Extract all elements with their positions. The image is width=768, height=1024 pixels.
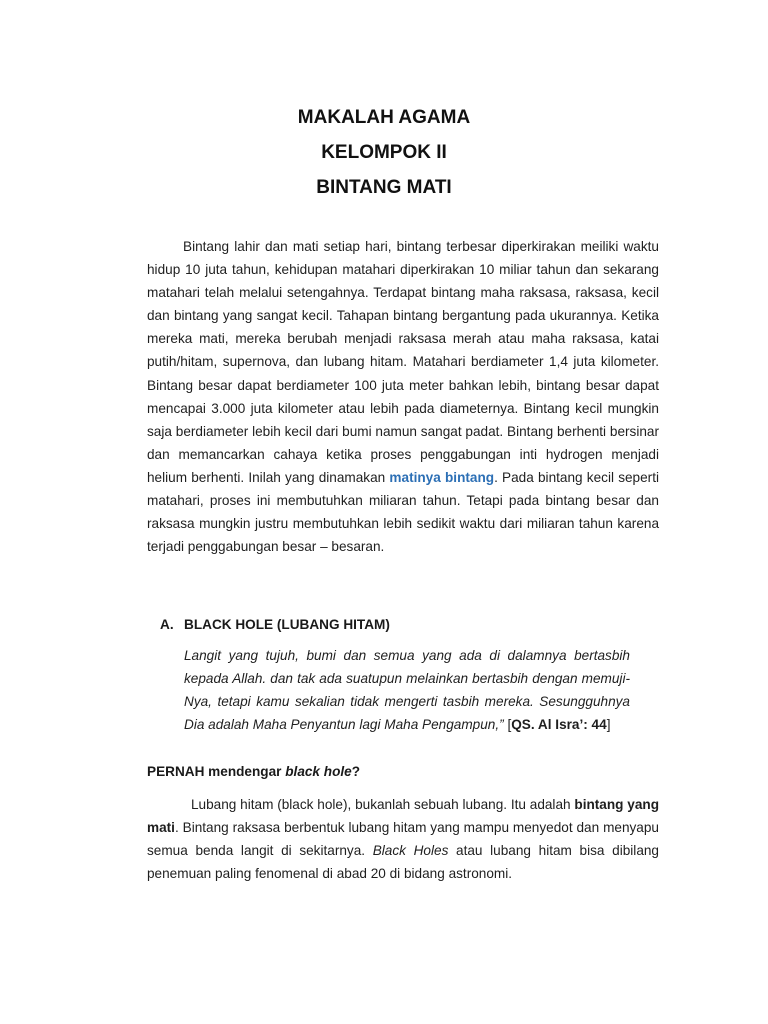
matinya-bintang-link[interactable]: matinya bintang xyxy=(389,469,495,485)
quote-text: Langit yang tujuh, bumi dan semua yang ada di dalamnya bertasbih kepada Allah. dan tak ada suatupun melainkan bertasbih dengan memuji-Nya, tetapi kamu sekalian tidak mengerti tasbih mereka. Sesungguhnya Dia adalah Maha Penyantun lagi Maha Pengampun,” xyxy=(184,648,630,733)
quote-reference: QS. Al Isra’: 44 xyxy=(511,717,607,733)
reference-open-bracket: [ xyxy=(507,717,512,733)
section-a-heading xyxy=(160,613,390,636)
section-title: BLACK HOLE (LUBANG HITAM) xyxy=(184,617,390,632)
black-hole-paragraph xyxy=(147,793,659,885)
bh-text-3: atau lubang hitam bisa dibilang penemuan paling fenomenal di abad 20 di bidang astronomi. xyxy=(147,843,659,882)
quran-quote xyxy=(184,644,630,736)
question-heading xyxy=(147,760,360,783)
question-suffix: ? xyxy=(351,764,361,779)
group-subtitle: KELOMPOK II xyxy=(321,142,447,163)
section-letter: A. xyxy=(160,617,174,632)
title-block xyxy=(0,100,768,205)
intro-text-start: Bintang lahir dan mati setiap hari, bintang terbesar diperkirakan meiliki waktu hidup 10 juta tahun, kehidupan matahari diperkirakan 10 miliar tahun dan sekarang matahari telah melalui setengahnya. Terdapat bintang maha raksasa, raksasa, kecil dan bintang yang sangat kecil. Tahapan bintang bergantung pada ukurannya. Ketika mereka mati, mereka berubah menjadi raksasa merah atau maha raksasa, katai putih/hitam, supernova, dan lubang hitam. Matahari berdiameter 1,4 juta kilometer. Bintang besar dapat berdiameter 100 juta meter bahkan lebih, bintang besar dapat mencapai 3.000 juta kilometer atau lebih pada diameternya. Bintang kecil mungkin saja berdiameter lebih kecil dari bumi namun sangat padat. Bintang berhenti bersinar dan memancarkan cahaya ketika proses penggabungan inti hydrogen menjadi helium berhenti. Inilah yang dinamakan xyxy=(147,239,659,485)
page-title: MAKALAH AGAMA xyxy=(297,107,471,128)
bh-text-2: . Bintang raksasa berbentuk lubang hitam yang mampu menyedot dan menyapu semua benda langit di sekitarnya. xyxy=(147,820,659,859)
topic-subtitle: BINTANG MATI xyxy=(316,177,452,198)
intro-text-end: . Pada bintang kecil seperti matahari, proses ini membutuhkan miliaran tahun. Tetapi pada bintang besar dan raksasa mungkin justru membutuhkan lebih sedikit waktu dari miliaran tahun karena terjadi penggabungan besar – besaran. xyxy=(147,469,659,555)
bh-bold-term: bintang yang mati xyxy=(147,797,659,836)
reference-close-bracket: ] xyxy=(606,717,611,733)
bh-italic-term: Black Holes xyxy=(372,843,449,859)
question-prefix: PERNAH mendengar xyxy=(147,764,286,779)
intro-paragraph xyxy=(147,235,659,558)
bh-text-1: Lubang hitam (black hole), bukanlah sebuah lubang. Itu adalah xyxy=(191,797,575,812)
question-italic: black hole xyxy=(285,764,352,779)
